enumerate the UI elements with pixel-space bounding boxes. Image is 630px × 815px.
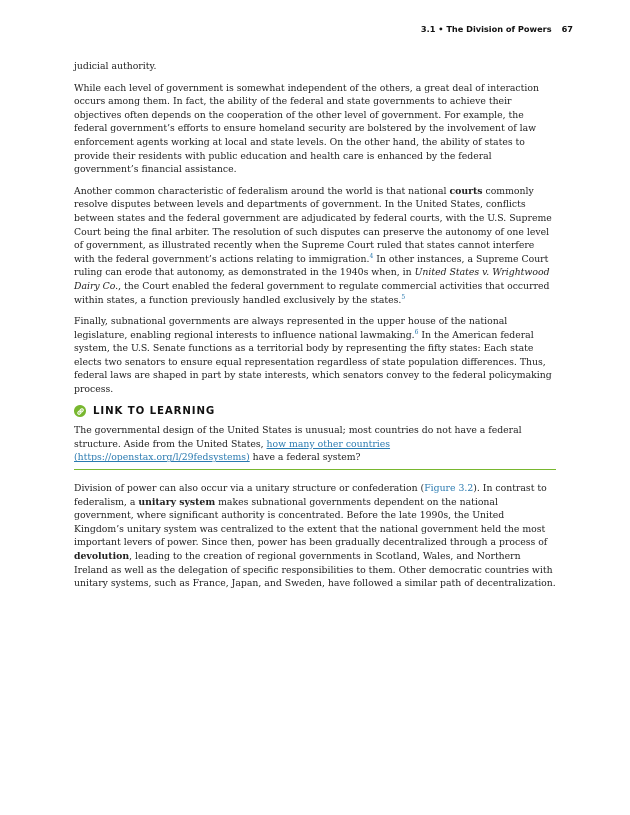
body-text: [74, 60, 556, 599]
text: makes subnational governments dependent on the national government, where significant authority is concentrated. Before the late 1990s, the United Kingdom’s unitary system was centralized to the extent that the national government held the most important levers of power. Since then, power has been gradually decentralized through a process of: [74, 496, 548, 549]
text: Another common characteristic of federalism around the world is that national: [74, 185, 450, 197]
footnote-ref-5[interactable]: 5: [401, 293, 406, 301]
key-term-unitary-system: unitary system: [138, 496, 216, 508]
link-to-learning-title: LINK TO LEARNING: [93, 405, 216, 417]
footnote-ref-4[interactable]: 4: [369, 252, 374, 260]
footnote-ref-6[interactable]: 6: [414, 328, 419, 336]
section-title: 3.1 • The Division of Powers: [420, 24, 552, 34]
text: , the Court enabled the federal government to regulate commercial activities that occurred within states, a function previously handled exclusively by the states.: [74, 280, 550, 306]
text: In other instances, a Supreme Court ruling can erode that autonomy, as demonstrated in the 1940s when, in: [74, 253, 549, 279]
page-number: 67: [561, 24, 573, 34]
paragraph-interaction: While each level of government is somewhat independent of the others, a great deal of interaction occurs among them. In fact, the ability of the federal and state governments to achieve their objectives often depends on the cooperation of the other level of government. For example, the federal government’s efforts to ensure homeland security are bolstered by the involvement of law enforcement agents working at local and state levels. On the other hand, the ability of states to provide their residents with public education and health care is enhanced by the federal government’s financial assistance.: [74, 82, 539, 176]
link-to-learning-header: [74, 405, 556, 419]
running-header: [421, 24, 573, 34]
text: ). In contrast to federalism, a: [74, 483, 547, 508]
figure-ref-link[interactable]: Figure 3.2: [424, 483, 474, 495]
case-name: United States v. Wrightwood Dairy Co.: [74, 267, 550, 292]
text: The governmental design of the United States is unusual; most countries do not have a federal structure. Aside from the United States,: [74, 425, 522, 450]
key-term-devolution: devolution: [74, 551, 130, 562]
paragraph-unitary: [74, 482, 556, 591]
link-to-learning-box: [74, 405, 556, 470]
federal-systems-link[interactable]: how many other countries (https://openstax.org/l/29fedsystems): [74, 438, 391, 464]
text: have a federal system?: [249, 452, 361, 464]
text: Finally, subnational governments are always represented in the upper house of the national legislature, enabling regional interests to influence national lawmaking.: [74, 316, 508, 341]
text: , leading to the creation of regional governments in Scotland, Wales, and Northern Ireland as well as the delegation of specific responsibilities to them. Other democratic countries with unitary systems, such as France, Japan, and Sweden, have followed a similar path of decentralization.: [74, 551, 556, 590]
link-icon: [74, 405, 86, 417]
paragraph-continuation: judicial authority.: [74, 61, 157, 72]
paragraph-upper-house: [74, 315, 556, 397]
key-term-courts: courts: [449, 185, 483, 197]
text: Division of power can also occur via a unitary structure or confederation (: [74, 483, 425, 495]
paragraph-courts: [74, 185, 556, 307]
text: In the American federal system, the U.S. Senate functions as a territorial body by representing the fifty states: Each state elects two senators to ensure equal representation regardless of state population differences. Thus, federal laws are shaped in part by state interests, which senators convey to the federal policymaking process.: [74, 329, 552, 396]
text: commonly resolve disputes between levels and departments of government. In the United States, conflicts between states and the federal government are adjudicated by federal courts, with the U.S. Supreme Court being the final arbiter. The resolution of such disputes can preserve the autonomy of one level of government, as illustrated recently when the Supreme Court ruled that states cannot interfere with the federal government’s actions relating to immigration.: [74, 185, 552, 265]
link-to-learning-text: [74, 424, 556, 465]
